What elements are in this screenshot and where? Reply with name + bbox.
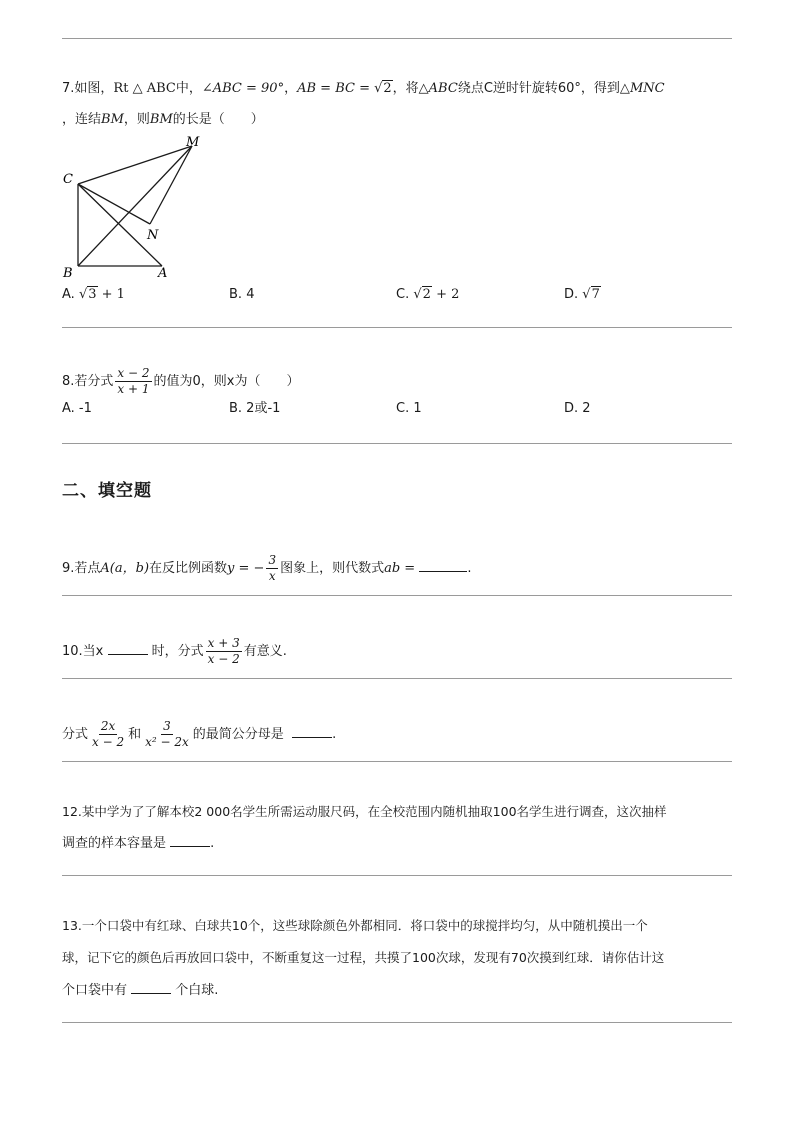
q7-option-a[interactable]: A. √3 + 1 (62, 287, 125, 302)
divider-q10 (62, 678, 732, 679)
divider-q11 (62, 761, 732, 762)
q7-option-c[interactable]: C. √2 + 2 (396, 287, 460, 302)
q13-line2: 球，记下它的颜色后再放回口袋中，不断重复这一过程，共摸了100次球，发现有70次摸到红球．请你估计这 (62, 950, 665, 965)
q8-option-c[interactable]: C. 1 (396, 401, 422, 416)
q9-answer-blank[interactable] (419, 559, 467, 572)
q10-line: 10.当x 时，分式 $\frac{x + 3}{x - 2}$ 有意义. (62, 636, 287, 666)
label-m: M (186, 135, 200, 150)
divider-top (62, 38, 732, 39)
q8-option-b[interactable]: B. 2或-1 (229, 401, 281, 416)
q13-answer-blank[interactable] (131, 981, 171, 994)
q8-fraction: $\frac{x - 2}{x + 1}$ (117, 366, 150, 396)
label-c: C (63, 172, 73, 187)
label-b: B (63, 266, 73, 281)
divider-q7 (62, 327, 732, 328)
q9-line: 9.若点A(a，b)在反比例函数y = − $\frac{3}{x}$ 图象上，则代数式ab = . (62, 553, 472, 583)
q8-line: 8.若分式 $\frac{x - 2}{x + 1}$ 的值为0，则x为（ ） (62, 366, 300, 396)
divider-q8 (62, 443, 732, 444)
q13-line3: 个口袋中有 个白球. (62, 983, 219, 998)
q7-option-d[interactable]: D. √7 (564, 287, 600, 302)
divider-q12 (62, 875, 732, 876)
q8-option-a[interactable]: A. -1 (62, 401, 92, 416)
q10-answer-blank[interactable] (108, 642, 148, 655)
q7-figure (58, 132, 218, 282)
divider-q13 (62, 1022, 732, 1023)
q12-line1: 12.某中学为了了解本校2 000名学生所需运动服尺码，在全校范围内随机抽取100名学生进行调查，这次抽样 (62, 804, 667, 819)
section-title: 二、填空题 (62, 481, 152, 501)
q10-fraction: $\frac{x + 3}{x - 2}$ (207, 636, 240, 666)
q11-line: 分式 $\frac{2x}{x - 2}$ 和 $\frac{3}{\text{x² − 2x}}$ 的最简公分母是 . (62, 719, 337, 749)
q11-fraction-1: $\frac{2x}{x - 2}$ (92, 719, 125, 749)
q7-line2: ，连结BM，则BM的长是（ ） (62, 112, 264, 127)
q13-line1: 13.一个口袋中有红球、白球共10个，这些球除颜色外都相同．将口袋中的球搅拌均匀，从中随机摸出一个 (62, 918, 648, 933)
q7-option-b[interactable]: B. 4 (229, 287, 255, 302)
q8-option-d[interactable]: D. 2 (564, 401, 591, 416)
label-a: A (158, 266, 168, 281)
label-n: N (147, 228, 159, 243)
q9-fraction: $\frac{3}{x}$ (268, 553, 277, 583)
q11-fraction-2: $\frac{3}{\text{x² − 2x}}$ (145, 719, 189, 749)
divider-q9 (62, 595, 732, 596)
q7-line1: 7.如图，Rt △ ABC中，∠ABC = 90°，AB = BC = √2，将△ABC绕点C逆时针旋转60°，得到△MNC (62, 81, 665, 96)
q11-answer-blank[interactable] (292, 725, 332, 738)
q12-answer-blank[interactable] (170, 834, 210, 847)
q12-line2: 调查的样本容量是 . (62, 836, 215, 851)
